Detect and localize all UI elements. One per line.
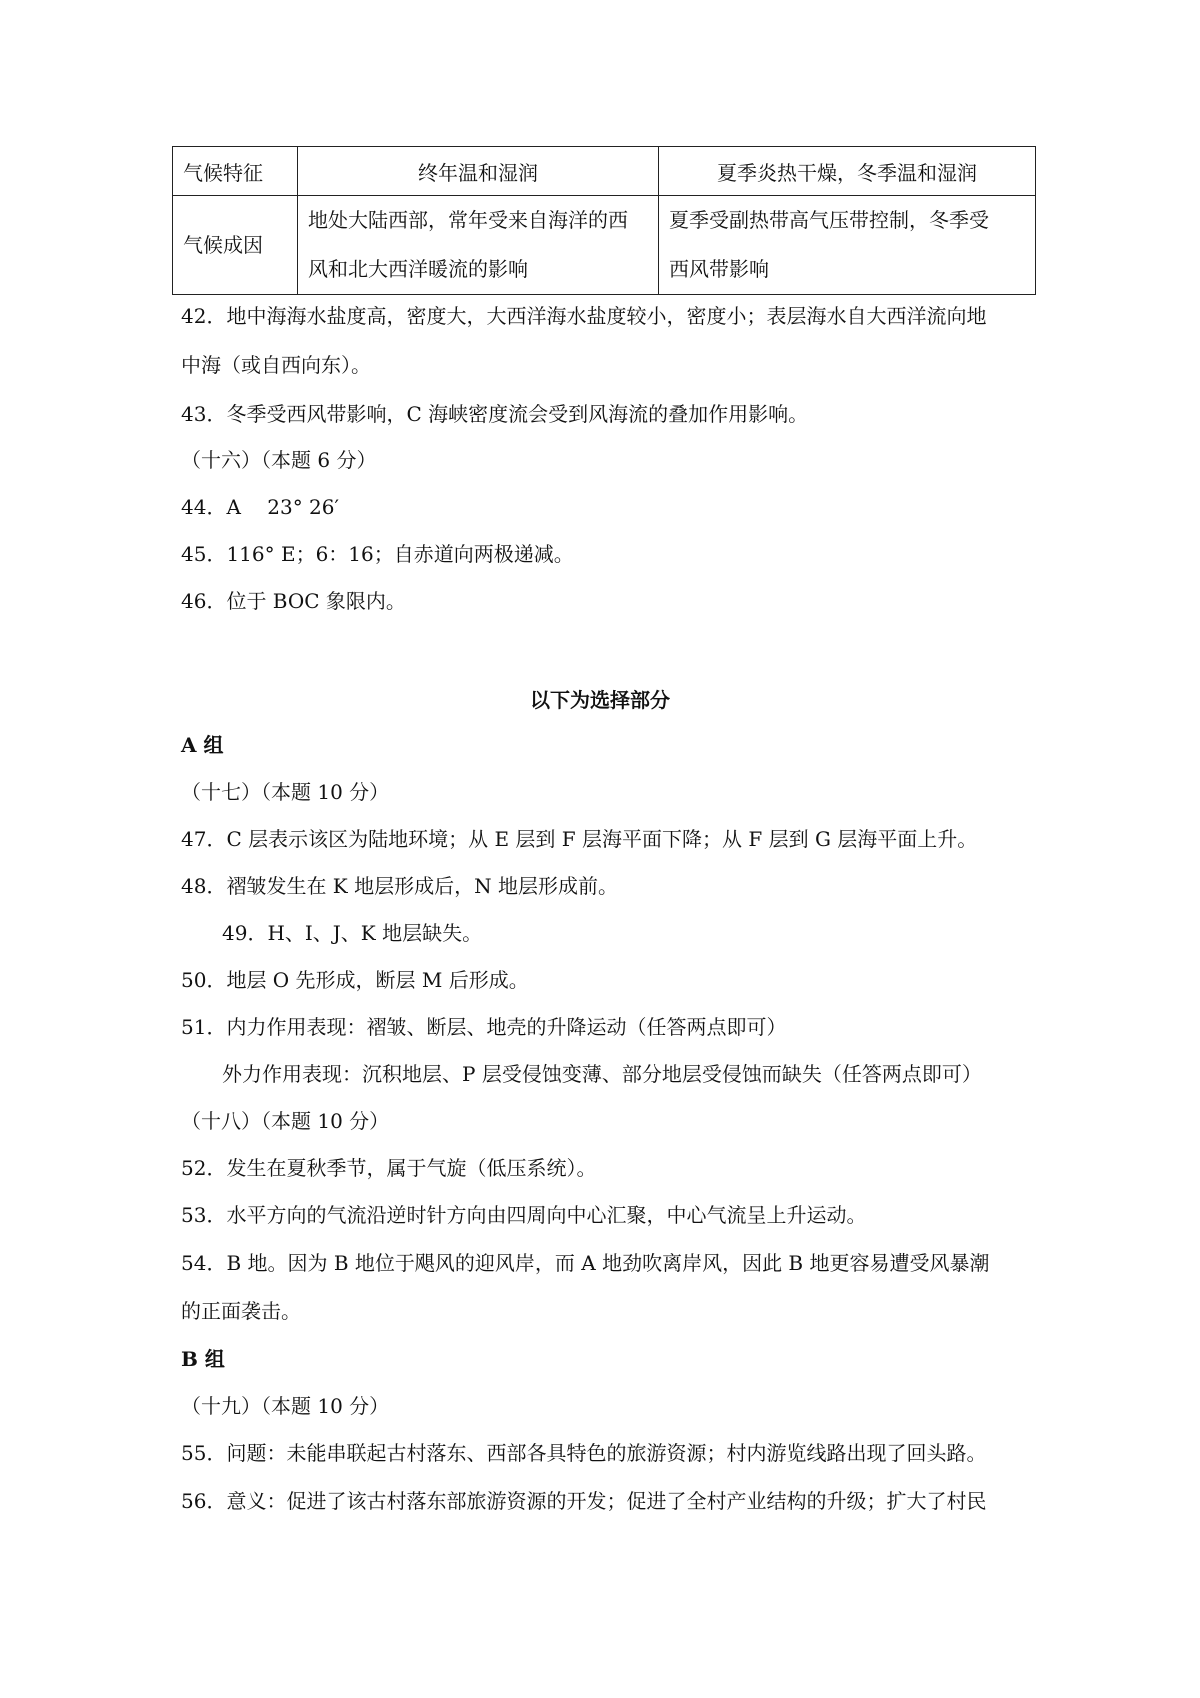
answer-43: 43．冬季受西风带影响，C 海峡密度流会受到风海流的叠加作用影响。 [181, 402, 809, 426]
answer-55: 55．问题：未能串联起古村落东、西部各具特色的旅游资源；村内游览线路出现了回头路。 [181, 1441, 987, 1465]
answer-51-line-1: 51．内力作用表现：褶皱、断层、地壳的升降运动（任答两点即可） [181, 1015, 787, 1039]
section-19-heading: （十九）（本题 10 分） [181, 1394, 390, 1418]
cell-line: 夏季受副热带高气压带控制，冬季受 [669, 208, 989, 232]
climate-table [172, 146, 1036, 295]
answer-54-line-2: 的正面袭击。 [181, 1299, 301, 1323]
cell-line: 地处大陆西部，常年受来自海洋的西 [308, 208, 628, 232]
cell-temperate-oceanic-features: 终年温和湿润 [298, 147, 659, 196]
cell-mediterranean-features: 夏季炎热干燥，冬季温和湿润 [659, 147, 1036, 196]
row-label-climate-features: 气候特征 [173, 147, 298, 196]
answer-49: 49．H、I、J、K 地层缺失。 [222, 921, 483, 945]
section-16-heading: （十六）（本题 6 分） [181, 448, 377, 472]
answer-50: 50．地层 O 先形成，断层 M 后形成。 [181, 968, 529, 992]
table-row [173, 196, 1036, 295]
answer-42-line-2: 中海（或自西向东）。 [181, 353, 371, 377]
group-a-heading: A 组 [181, 733, 224, 757]
answer-46: 46．位于 BOC 象限内。 [181, 589, 406, 613]
cell-temperate-oceanic-causes [298, 196, 659, 295]
section-17-heading: （十七）（本题 10 分） [181, 780, 390, 804]
answer-52: 52．发生在夏秋季节，属于气旋（低压系统）。 [181, 1156, 597, 1180]
cell-line: 西风带影响 [669, 257, 769, 281]
answer-45: 45．116° E；6：16；自赤道向两极递减。 [181, 542, 574, 566]
section-18-heading: （十八）（本题 10 分） [181, 1109, 390, 1133]
group-b-heading: B 组 [181, 1347, 225, 1371]
answer-42-line-1: 42．地中海海水盐度高，密度大，大西洋海水盐度较小，密度小；表层海水自大西洋流向地 [181, 304, 987, 328]
table-row [173, 147, 1036, 196]
cell-mediterranean-causes [659, 196, 1036, 295]
cell-line: 风和北大西洋暖流的影响 [308, 257, 528, 281]
section-title: 以下为选择部分 [530, 688, 670, 712]
answer-44: 44．A 23° 26′ [181, 495, 340, 519]
answer-56: 56．意义：促进了该古村落东部旅游资源的开发；促进了全村产业结构的升级；扩大了村民 [181, 1489, 987, 1513]
answer-54-line-1: 54．B 地。因为 B 地位于飓风的迎风岸，而 A 地劲吹离岸风，因此 B 地更容易遭受风暴潮 [181, 1251, 990, 1275]
answer-51-line-2: 外力作用表现：沉积地层、P 层受侵蚀变薄、部分地层受侵蚀而缺失（任答两点即可） [222, 1062, 982, 1086]
answer-53: 53．水平方向的气流沿逆时针方向由四周向中心汇聚，中心气流呈上升运动。 [181, 1203, 867, 1227]
row-label-climate-causes: 气候成因 [173, 196, 298, 295]
answer-48: 48．褶皱发生在 K 地层形成后，N 地层形成前。 [181, 874, 618, 898]
answer-47: 47．C 层表示该区为陆地环境；从 E 层到 F 层海平面下降；从 F 层到 G 层海平面上升。 [181, 827, 978, 851]
